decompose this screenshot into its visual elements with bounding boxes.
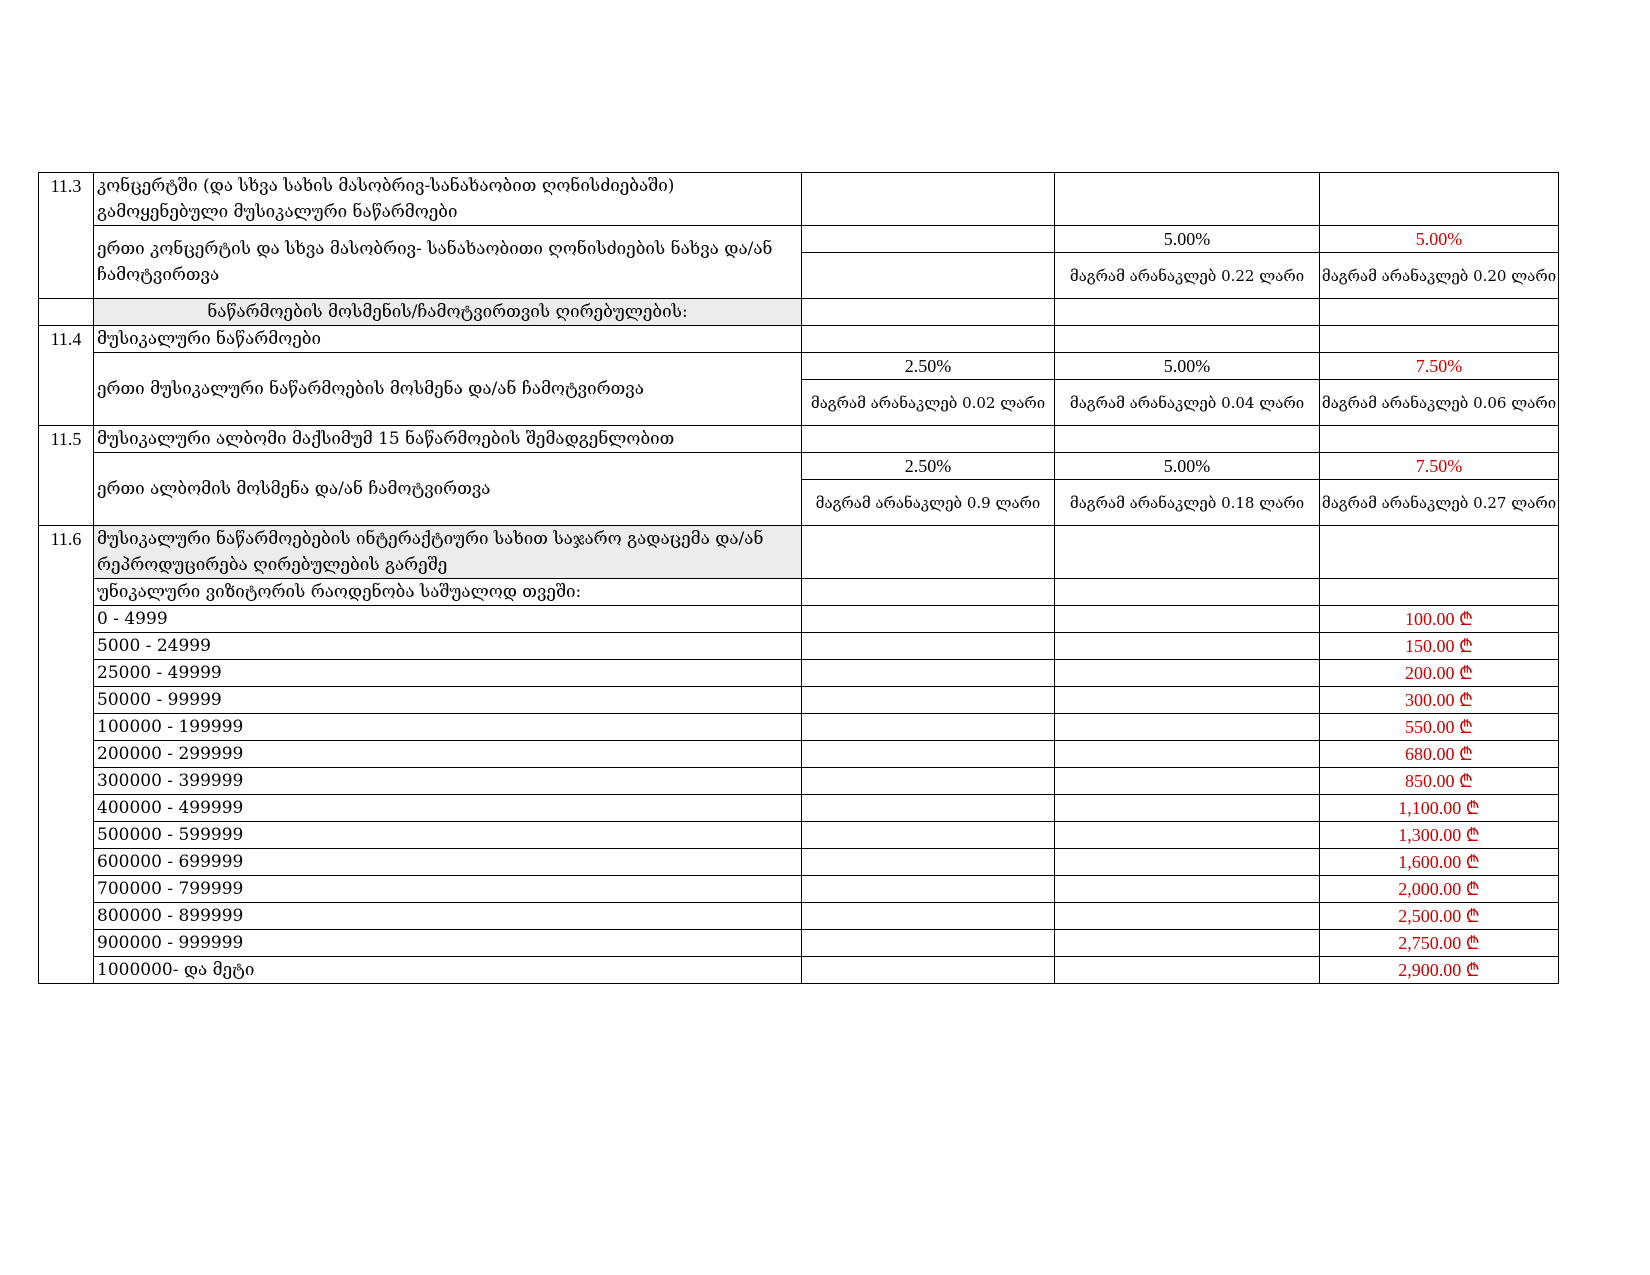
rate-percent-col3: 5.00%	[1055, 353, 1320, 380]
tier-range: 800000 - 899999	[94, 903, 802, 930]
cell-empty	[802, 795, 1055, 822]
row-visitors-label	[39, 579, 1559, 606]
tier-range: 400000 - 499999	[94, 795, 802, 822]
rate-percent-col3: 5.00%	[1055, 453, 1320, 480]
tier-row	[39, 795, 1559, 822]
section-title-11-4: მუსიკალური ნაწარმოები	[94, 326, 802, 353]
cell-empty	[1055, 930, 1320, 957]
tier-row	[39, 714, 1559, 741]
section-title-11-5: მუსიკალური ალბომი მაქსიმუმ 15 ნაწარმოების შემადგენლობით	[94, 426, 802, 453]
tier-price: 100.00 ₾	[1320, 606, 1559, 633]
cell-empty	[1055, 660, 1320, 687]
row-11-5-pct	[39, 453, 1559, 480]
rate-percent-col2: 2.50%	[802, 353, 1055, 380]
cell-empty	[1320, 426, 1559, 453]
cell-empty	[1055, 426, 1320, 453]
tier-price: 2,900.00 ₾	[1320, 957, 1559, 984]
tier-row	[39, 957, 1559, 984]
tier-row	[39, 633, 1559, 660]
item-label-11-5: ერთი ალბომის მოსმენა და/ან ჩამოტვირთვა	[94, 453, 802, 526]
cell-empty	[1055, 633, 1320, 660]
tier-row	[39, 606, 1559, 633]
minimum-fee-col3: მაგრამ არანაკლებ 0.04 ლარი	[1055, 380, 1320, 426]
tariff-table	[38, 172, 1559, 984]
cell-empty	[802, 930, 1055, 957]
rate-percent-col4: 5.00%	[1320, 226, 1559, 253]
minimum-fee-col2: მაგრამ არანაკლებ 0.9 ლარი	[802, 480, 1055, 526]
tier-price: 200.00 ₾	[1320, 660, 1559, 687]
cell-empty	[802, 741, 1055, 768]
tier-row	[39, 849, 1559, 876]
tier-price: 850.00 ₾	[1320, 768, 1559, 795]
cell-empty	[1055, 173, 1320, 226]
tier-range: 600000 - 699999	[94, 849, 802, 876]
item-label-11-4: ერთი მუსიკალური ნაწარმოების მოსმენა და/ან ჩამოტვირთვა	[94, 353, 802, 426]
minimum-fee-col2: მაგრამ არანაკლებ 0.02 ლარი	[802, 380, 1055, 426]
rate-percent-col3: 5.00%	[1055, 226, 1320, 253]
cell-empty	[802, 660, 1055, 687]
tier-range: 700000 - 799999	[94, 876, 802, 903]
cell-empty	[1320, 579, 1559, 606]
cell-empty	[1055, 876, 1320, 903]
tier-row	[39, 822, 1559, 849]
cell-empty	[802, 849, 1055, 876]
cell-empty	[802, 957, 1055, 984]
cell-empty	[1320, 299, 1559, 326]
row-11-3-pct	[39, 226, 1559, 253]
tier-range: 50000 - 99999	[94, 687, 802, 714]
rate-percent-col4: 7.50%	[1320, 353, 1559, 380]
cell-empty	[1320, 173, 1559, 226]
tier-row	[39, 741, 1559, 768]
cell-empty	[802, 326, 1055, 353]
tier-row	[39, 903, 1559, 930]
tier-price: 1,300.00 ₾	[1320, 822, 1559, 849]
cell-empty	[802, 768, 1055, 795]
cell-empty	[1055, 741, 1320, 768]
tier-price: 2,750.00 ₾	[1320, 930, 1559, 957]
cell-empty	[802, 687, 1055, 714]
cell-empty	[1320, 326, 1559, 353]
row-11-3-title	[39, 173, 1559, 226]
tier-range: 900000 - 999999	[94, 930, 802, 957]
rate-percent-col2: 2.50%	[802, 453, 1055, 480]
tier-range: 500000 - 599999	[94, 822, 802, 849]
cell-empty	[802, 299, 1055, 326]
tier-price: 1,600.00 ₾	[1320, 849, 1559, 876]
tier-range: 1000000- და მეტი	[94, 957, 802, 984]
minimum-fee-col4: მაგრამ არანაკლებ 0.06 ლარი	[1320, 380, 1559, 426]
tier-price: 2,000.00 ₾	[1320, 876, 1559, 903]
cell-empty	[1320, 526, 1559, 579]
row-11-5-title	[39, 426, 1559, 453]
cell-empty	[1055, 579, 1320, 606]
cell-empty	[1055, 526, 1320, 579]
cell-empty	[802, 173, 1055, 226]
tier-price: 550.00 ₾	[1320, 714, 1559, 741]
tier-range: 200000 - 299999	[94, 741, 802, 768]
cell-empty	[802, 226, 1055, 253]
cell-empty	[1055, 822, 1320, 849]
tier-price: 300.00 ₾	[1320, 687, 1559, 714]
tier-range: 25000 - 49999	[94, 660, 802, 687]
cell-empty	[802, 876, 1055, 903]
row-11-4-pct	[39, 353, 1559, 380]
cell-empty	[802, 822, 1055, 849]
item-label-11-3: ერთი კონცერტის და სხვა მასობრივ- სანახაობითი ღონისძიების ნახვა და/ან ჩამოტვირთვა	[94, 226, 802, 299]
cell-empty	[1055, 714, 1320, 741]
minimum-fee-col4: მაგრამ არანაკლებ 0.20 ლარი	[1320, 253, 1559, 299]
cell-empty	[1055, 903, 1320, 930]
tier-range: 0 - 4999	[94, 606, 802, 633]
tier-price: 680.00 ₾	[1320, 741, 1559, 768]
tier-row	[39, 768, 1559, 795]
cell-empty	[1055, 326, 1320, 353]
section-number-11-4: 11.4	[39, 326, 94, 426]
tier-row	[39, 876, 1559, 903]
row-11-4-title	[39, 326, 1559, 353]
row-11-6-title	[39, 526, 1559, 579]
cell-empty	[1055, 849, 1320, 876]
cell-empty	[802, 633, 1055, 660]
cell-empty	[1055, 768, 1320, 795]
cell-empty	[802, 606, 1055, 633]
rate-percent-col4: 7.50%	[1320, 453, 1559, 480]
cell-empty	[802, 903, 1055, 930]
row-subheader	[39, 299, 1559, 326]
section-number-11-3: 11.3	[39, 173, 94, 299]
minimum-fee-col3: მაგრამ არანაკლებ 0.18 ლარი	[1055, 480, 1320, 526]
cell-empty	[802, 426, 1055, 453]
subheader-label: ნაწარმოების მოსმენის/ჩამოტვირთვის ღირებულების:	[94, 299, 802, 326]
cell-empty	[802, 253, 1055, 299]
cell-empty	[1055, 795, 1320, 822]
cell-empty	[802, 714, 1055, 741]
tier-row	[39, 930, 1559, 957]
cell-empty	[39, 299, 94, 326]
minimum-fee-col3: მაგრამ არანაკლებ 0.22 ლარი	[1055, 253, 1320, 299]
section-number-11-6: 11.6	[39, 526, 94, 984]
tier-range: 300000 - 399999	[94, 768, 802, 795]
cell-empty	[802, 579, 1055, 606]
tier-price: 2,500.00 ₾	[1320, 903, 1559, 930]
cell-empty	[1055, 299, 1320, 326]
cell-empty	[1055, 957, 1320, 984]
section-number-11-5: 11.5	[39, 426, 94, 526]
section-title-11-6: მუსიკალური ნაწარმოებების ინტერაქტიური სახით საჯარო გადაცემა და/ან რეპროდუცირება ღირებულების გარეშე	[94, 526, 802, 579]
tier-row	[39, 660, 1559, 687]
minimum-fee-col4: მაგრამ არანაკლებ 0.27 ლარი	[1320, 480, 1559, 526]
tier-range: 5000 - 24999	[94, 633, 802, 660]
tier-range: 100000 - 199999	[94, 714, 802, 741]
cell-empty	[802, 526, 1055, 579]
visitors-label: უნიკალური ვიზიტორის რაოდენობა საშუალოდ თვეში:	[94, 579, 802, 606]
tier-price: 1,100.00 ₾	[1320, 795, 1559, 822]
cell-empty	[1055, 606, 1320, 633]
cell-empty	[1055, 687, 1320, 714]
section-title-11-3: კონცერტში (და სხვა სახის მასობრივ-სანახაობით ღონისძიებაში) გამოყენებული მუსიკალური ნაწარმოები	[94, 173, 802, 226]
tier-price: 150.00 ₾	[1320, 633, 1559, 660]
tier-row	[39, 687, 1559, 714]
